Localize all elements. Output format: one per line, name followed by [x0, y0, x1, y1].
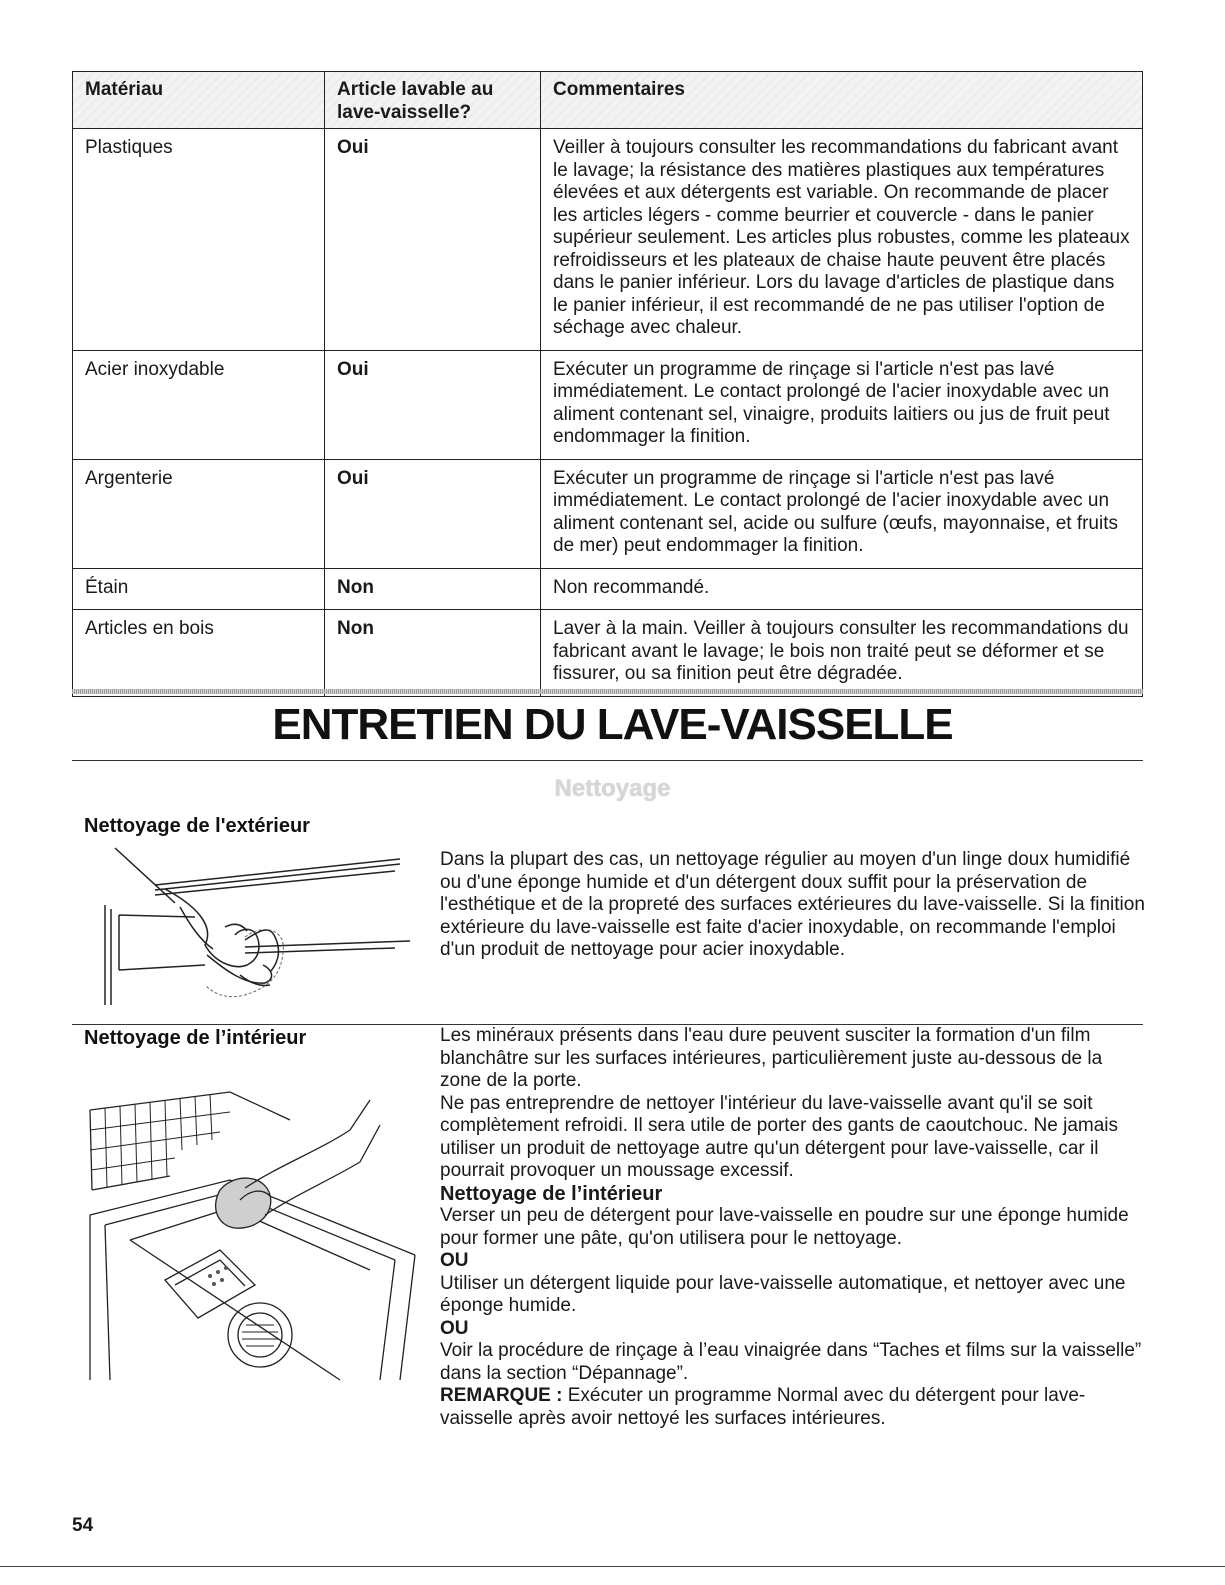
cell-comment: Laver à la main. Veiller à toujours consulter les recommandations du fabricant avant le lavage; le bois non traité peut se déformer et se fissurer, ou sa finition peut être dégradée. [541, 610, 1143, 697]
note-text: Exécuter un programme Normal avec du détergent pour lave-vaisselle après avoir nettoyé les surfaces intérieures. [440, 1385, 1086, 1429]
material-table [72, 71, 1143, 697]
exterior-paragraph: Dans la plupart des cas, un nettoyage régulier au moyen d'un linge doux humidifié ou d'une éponge humide et d'un détergent doux suffit pour la préservation de l'esthétique et de la propreté des surfaces extérieures du lave-vaisselle. Si la finition extérieure du lave-vaisselle est faite d'acier inoxydable, on recommande l'emploi d'un produit de nettoyage pour acier inoxydable. [440, 849, 1145, 960]
exterior-cleaning-illustration [95, 845, 425, 1010]
section-subtitle: Nettoyage [554, 775, 671, 802]
cell-material: Étain [73, 568, 325, 610]
header-comments: Commentaires [541, 72, 1143, 129]
header-washable: Article lavable au lave-vaisselle? [325, 72, 541, 129]
table-row [73, 129, 1143, 351]
cell-material: Articles en bois [73, 610, 325, 697]
interior-step-3: Voir la procédure de rinçage à l’eau vinaigrée dans “Taches et films sur la vaisselle” dans la section “Dépannage”. [440, 1340, 1142, 1384]
cell-material: Acier inoxydable [73, 350, 325, 459]
cell-comment: Exécuter un programme de rinçage si l'article n'est pas lavé immédiatement. Le contact prolongé de l'acier inoxydable avec un aliment contenant sel, acide ou sulfure (œufs, mayonnaise, et fruits de mer) peut endommager la finition. [541, 459, 1143, 568]
cell-washable: Non [325, 568, 541, 610]
or-label: OU [440, 1250, 469, 1271]
cell-material: Argenterie [73, 459, 325, 568]
cell-washable: Oui [325, 350, 541, 459]
cell-washable: Non [325, 610, 541, 697]
header-material: Matériau [73, 72, 325, 129]
cell-comment: Exécuter un programme de rinçage si l'article n'est pas lavé immédiatement. Le contact prolongé de l'acier inoxydable avec un aliment contenant sel, vinaigre, produits laitiers ou jus de fruit peut endommager la finition. [541, 350, 1143, 459]
or-label: OU [440, 1317, 469, 1339]
page-title: ENTRETIEN DU LAVE-VAISSELLE [272, 700, 953, 749]
table-row [73, 610, 1143, 697]
exterior-heading: Nettoyage de l'extérieur [84, 815, 310, 837]
note-label: REMARQUE : [440, 1385, 563, 1406]
table-row [73, 568, 1143, 610]
dotted-divider [72, 689, 1143, 694]
cell-washable: Oui [325, 459, 541, 568]
table-row [73, 459, 1143, 568]
cell-comment: Veiller à toujours consulter les recommandations du fabricant avant le lavage; la résistance des matières plastiques aux températures élevées et aux détergents est variable. On recommande de placer les articles légers - comme beurrier et couvercle - dans le panier supérieur seulement. Les articles plus robustes, comme les plateaux refroidisseurs et les plateaux de chaise haute peuvent être placés dans le panier inférieur. Lors du lavage d'articles de plastique dans le panier inférieur, il est recommandé de ne pas utiliser l'option de séchage avec chaleur. [541, 129, 1143, 351]
cell-material: Plastiques [73, 129, 325, 351]
interior-paragraph-1: Les minéraux présents dans l'eau dure peuvent susciter la formation d'un film blanchâtre sur les surfaces intérieures, particulièrement juste au-dessous de la zone de la porte. [440, 1025, 1103, 1091]
interior-note [440, 1385, 1145, 1430]
interior-heading: Nettoyage de l’intérieur [84, 1027, 307, 1049]
interior-cleaning-illustration [80, 1080, 425, 1385]
table-row [73, 350, 1143, 459]
title-divider [72, 760, 1143, 761]
exterior-text [440, 849, 1145, 962]
page-number: 54 [72, 1515, 94, 1536]
bottom-divider [0, 1566, 1225, 1567]
interior-text [440, 1025, 1145, 1430]
interior-step-2: Utiliser un détergent liquide pour lave-vaisselle automatique, et nettoyer avec une éponge humide. [440, 1272, 1126, 1316]
cell-washable: Oui [325, 129, 541, 351]
table-header-row [73, 72, 1143, 129]
interior-subheading: Nettoyage de l’intérieur [440, 1182, 663, 1205]
interior-step-1: Verser un peu de détergent pour lave-vaisselle en poudre sur une éponge humide pour former une pâte, qu'on utilisera pour le nettoyage. [440, 1205, 1129, 1249]
cell-comment: Non recommandé. [541, 568, 1143, 610]
interior-paragraph-2: Ne pas entreprendre de nettoyer l'intérieur du lave-vaisselle avant qu'il se soit complètement refroidi. Il sera utile de porter des gants de caoutchouc. Ne jamais utiliser un produit de nettoyage autre qu'un détergent pour lave-vaisselle, car il pourrait provoquer un moussage excessif. [440, 1092, 1119, 1181]
